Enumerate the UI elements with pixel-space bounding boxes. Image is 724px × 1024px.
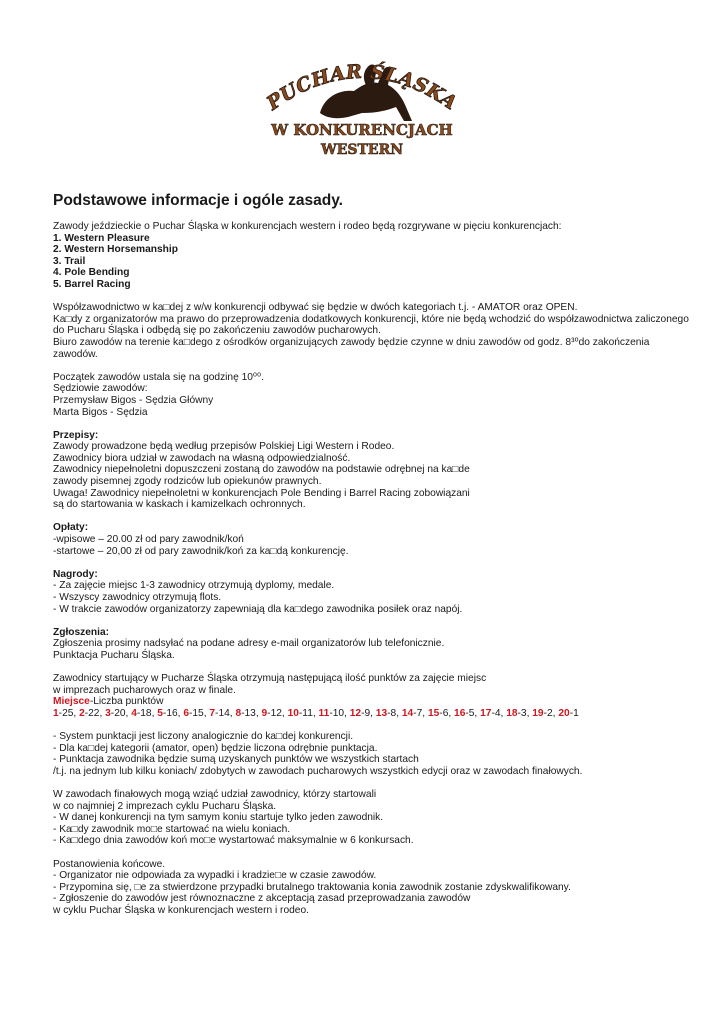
logo-line2: W KONKURENCJACH <box>271 121 453 139</box>
text-line: - Organizator nie odpowiada za wypadki i kradzie□e w czasie zawodów. <box>53 870 377 882</box>
intro-text: Zawody jeździeckie o Puchar Śląska w konkurencjach western i rodeo będą rozgrywane w pięciu konkurencjach: <box>53 221 562 232</box>
place-points: -5, <box>465 707 481 719</box>
place-number: 20 <box>558 707 570 719</box>
place-points: -14, <box>215 707 236 719</box>
text-line: - Wszyscy zawodnicy otrzymują flots. <box>53 592 222 603</box>
text-line: Marta Bigos - Sędzia <box>53 406 148 418</box>
text-line: Zawodnicy startujący w Pucharze Śląska otrzymują następującą ilość punktów za zajęcie miejsc <box>53 673 487 685</box>
start-paragraph <box>53 372 703 418</box>
awards-section <box>53 569 703 615</box>
text-line: zawodów. <box>53 348 98 360</box>
place-number: 16 <box>454 707 466 719</box>
place-number: 8 <box>235 707 242 719</box>
place-points: -9, <box>361 707 376 719</box>
entries-section <box>53 627 703 662</box>
place-points: -20, <box>110 707 132 719</box>
place-number: 18 <box>506 707 518 719</box>
place-points: -2, <box>543 707 559 719</box>
section-heading: Zgłoszenia: <box>53 626 110 638</box>
text-line: do Pucharu Śląska i odbędą się po zakończeniu zawodów pucharowych. <box>53 325 381 337</box>
system-section <box>53 731 703 777</box>
place-points: -10, <box>329 707 350 719</box>
place-points: -4, <box>491 707 507 719</box>
place-points: -25, <box>58 707 80 719</box>
place-points: -13, <box>241 707 262 719</box>
legend-points: -Liczba punktów <box>89 696 164 708</box>
text-line: Sędziowie zawodów: <box>53 383 148 395</box>
place-number: 13 <box>375 707 388 719</box>
text-line: Przemysław Bigos - Sędzia Główny <box>53 394 214 406</box>
text-line: - W trakcie zawodów organizatorzy zapewniają dla ka□dego zawodnika posiłek oraz napój. <box>53 603 463 615</box>
categories-paragraph <box>53 302 703 360</box>
place-number: 4 <box>131 707 137 719</box>
text-line: - Zgłoszenie do zawodów jest równoznaczne z akceptacją zasad przeprowadzania zawodów <box>53 893 471 905</box>
place-points: -3, <box>517 707 533 719</box>
text-line: Zgłoszenia prosimy nadsyłać na podane adresy e-mail organizatorów lub telefonicznie. <box>53 638 445 650</box>
pucharslaska-logo <box>262 55 462 160</box>
text-line: w cyklu Puchar Śląska w konkurencjach western i rodeo. <box>53 905 309 917</box>
place-number: 9 <box>261 707 268 719</box>
text-line: Ka□dy z organizatorów ma prawo do przeprowadzenia dodatkowych konkurencji, które nie będą wchodzić do współzawodnictwa zaliczonego <box>53 313 689 325</box>
competition-item: 2. Western Horsemanship <box>53 244 178 256</box>
text-line: - System punktacji jest liczony analogicznie do ka□dej konkurencji. <box>53 731 354 743</box>
text-line: /t.j. na jednym lub kilku koniach/ zdobytych w zawodach pucharowych wszystkich edycji oraz w zawodach finałowych. <box>53 765 583 777</box>
place-number: 19 <box>532 707 544 719</box>
place-points: -15, <box>188 707 210 719</box>
text-line: w imprezach pucharowych oraz w finale. <box>53 684 236 696</box>
place-points: -12, <box>267 707 288 719</box>
text-line: Zawody prowadzone będą według przepisów Polskiej Ligi Western i Rodeo. <box>53 441 395 453</box>
points-table-row <box>53 708 703 720</box>
text-line: W zawodach finałowych mogą wziąć udział zawodnicy, którzy startowali <box>53 789 377 801</box>
final-provisions-section <box>53 859 703 917</box>
place-points: -7, <box>413 707 428 719</box>
scoring-section <box>53 673 703 719</box>
competition-item: 3. Trail <box>53 255 86 267</box>
logo-line3: WESTERN <box>320 142 404 158</box>
place-points: -18, <box>136 707 158 719</box>
text-line: Punktacja Pucharu Śląska. <box>53 649 175 661</box>
text-line: - Ka□dy zawodnik mo□e startować na wielu koniach. <box>53 823 291 835</box>
place-number: 2 <box>79 707 85 719</box>
text-line: zawody pisemnej zgody rodziców lub opiekunów prawnych. <box>53 476 322 488</box>
legend-place: Miejsce <box>53 696 90 708</box>
text-line: w co najmniej 2 imprezach cyklu Pucharu Śląska. <box>53 800 277 812</box>
place-number: 11 <box>318 707 330 719</box>
place-number: 6 <box>183 707 189 719</box>
text-line: -startowe – 20,00 zł od pary zawodnik/koń za ka□dą konkurencję. <box>53 545 349 557</box>
text-line: Zawodnicy biora udział w zawodach na własną odpowiedzialność. <box>53 452 351 464</box>
place-number: 12 <box>349 707 362 719</box>
text-line: - Za zajęcie miejsc 1-3 zawodnicy otrzymują dyplomy, medale. <box>53 580 335 592</box>
text-line: -wpisowe – 20.00 zł od pary zawodnik/koń <box>53 534 244 546</box>
place-number: 3 <box>105 707 111 719</box>
section-heading: Nagrody: <box>53 568 98 580</box>
text-line: są do startowania w kaskach i kamizelkach ochronnych. <box>53 499 306 511</box>
place-number: 15 <box>427 707 440 719</box>
finals-section <box>53 789 703 847</box>
place-number: 7 <box>209 707 216 719</box>
scoring-legend <box>53 696 703 708</box>
place-points: -1 <box>569 707 579 719</box>
text-line: Uwaga! Zawodnicy niepełnoletni w konkurencjach Pole Bending i Barrel Racing zobowiązani <box>53 487 470 499</box>
rules-section <box>53 430 703 511</box>
place-points: -16, <box>162 707 184 719</box>
place-number: 10 <box>287 707 299 719</box>
competition-list <box>53 233 703 291</box>
text-line: Początek zawodów ustala się na godzinę 10⁰⁰. <box>53 371 264 383</box>
page-title: Podstawowe informacje i ogóle zasady. <box>53 192 343 209</box>
place-number: 5 <box>157 707 163 719</box>
logo-arc-text: PUCHAR ŚLĄSKA <box>262 60 462 115</box>
fees-section <box>53 522 703 557</box>
competition-item: 1. Western Pleasure <box>53 232 150 244</box>
text-line: Współzawodnictwo w ka□dej z w/w konkurencji odbywać się będzie w dwóch kategoriach t.j. - AMATOR oraz OPEN. <box>53 302 578 314</box>
place-points: -11, <box>298 707 319 719</box>
competition-item: 5. Barrel Racing <box>53 278 131 290</box>
place-points: -8, <box>387 707 402 719</box>
place-number: 17 <box>480 707 492 719</box>
section-heading: Opłaty: <box>53 522 89 534</box>
text-line: - Przypomina się, □e za stwierdzone przypadki brutalnego traktowania konia zawodnik zostanie zdyskwalifikowany. <box>53 881 571 893</box>
text-line: Zawodnicy niepełnoletni dopuszczeni zostaną do zawodów na podstawie odrębnej na ka□de <box>53 464 470 476</box>
text-line: - W danej konkurencji na tym samym koniu startuje tylko jeden zawodnik. <box>53 812 384 824</box>
place-points: -22, <box>84 707 106 719</box>
competition-item: 4. Pole Bending <box>53 267 130 279</box>
section-heading: Przepisy: <box>53 429 99 441</box>
place-number: 1 <box>53 707 59 719</box>
text-line: - Ka□dego dnia zawodów koń mo□e wystartować maksymalnie w 6 konkursach. <box>53 835 414 847</box>
text-line: Postanowienia końcowe. <box>53 858 166 870</box>
text-line: - Punktacja zawodnika będzie sumą uzyskanych punktów we wszystkich startach <box>53 754 419 766</box>
text-line: - Dla ka□dej kategorii (amator, open) będzie liczona odrębnie punktacja. <box>53 742 378 754</box>
place-points: -6, <box>439 707 455 719</box>
place-number: 14 <box>401 707 414 719</box>
text-line: Biuro zawodów na terenie ka□dego z ośrodków organizujących zawody będzie czynne w dniu zawodów od godz. 8³⁰do zakończenia <box>53 336 650 348</box>
document-body <box>53 192 703 917</box>
